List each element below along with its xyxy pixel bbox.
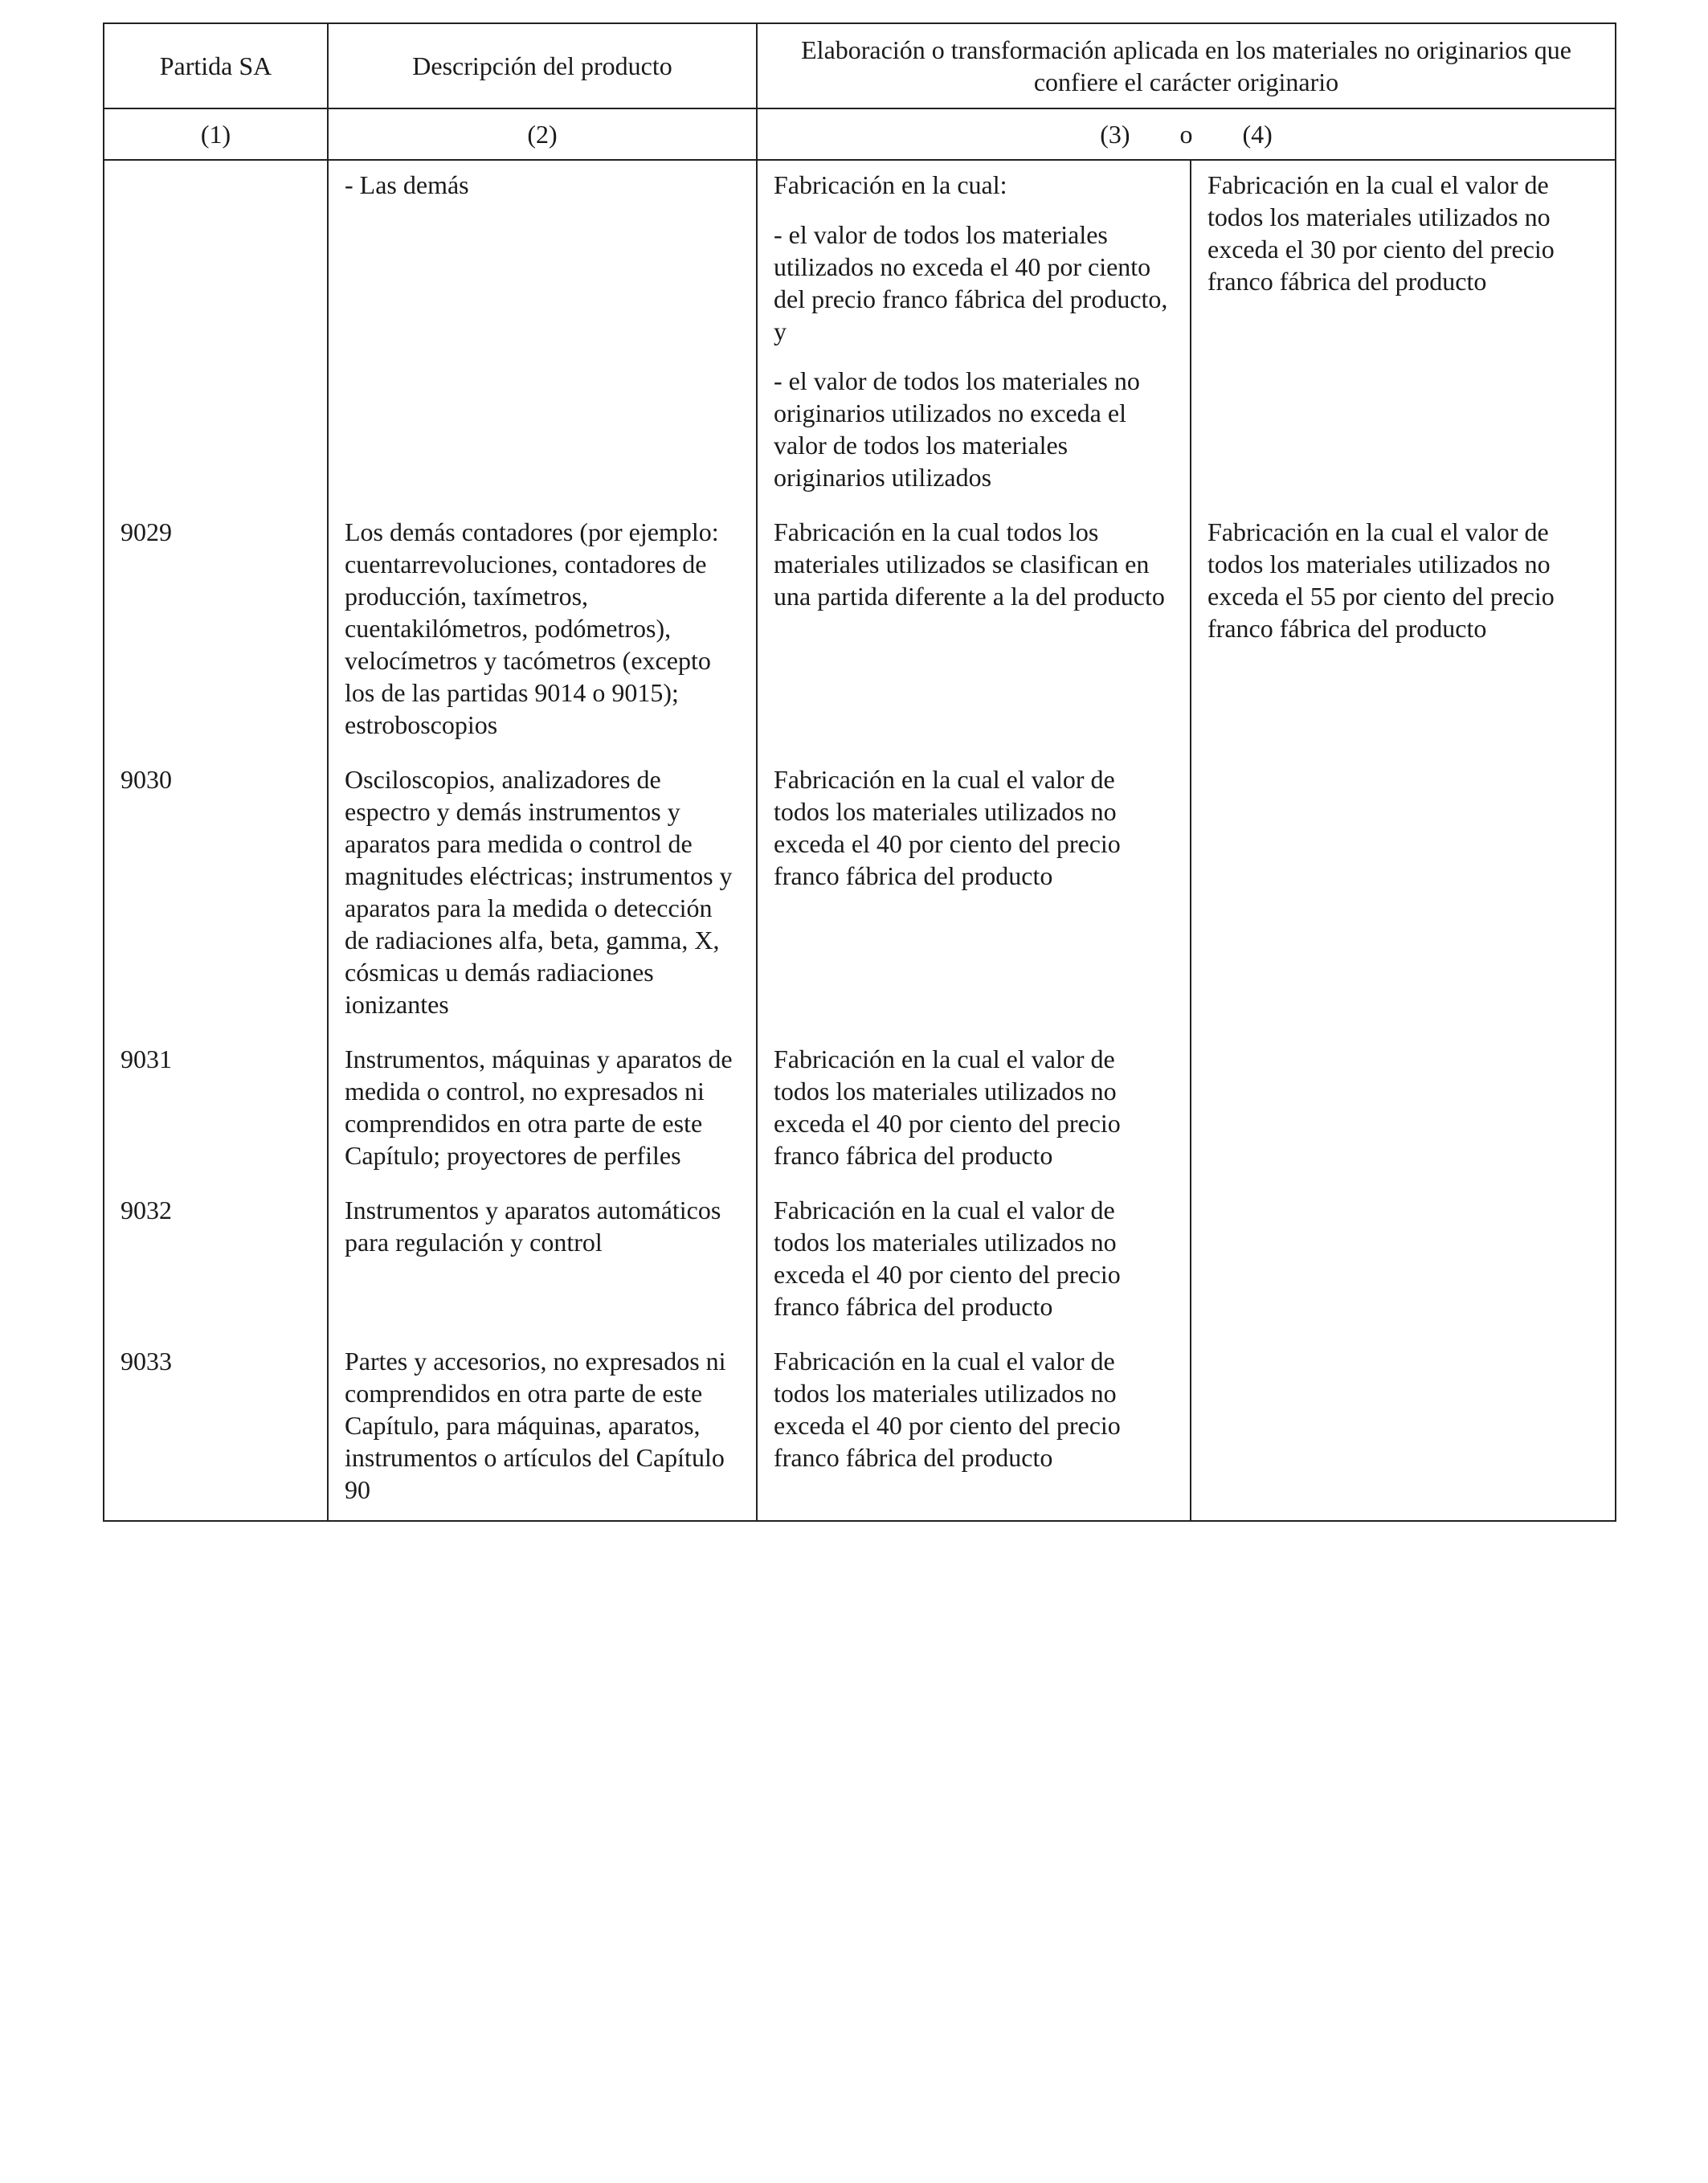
descripcion-cell: Partes y accesorios, no expresados ni comprendidos en otra parte de este Capítulo, para máquinas, aparatos, instrumentos o artículos del Capítulo 90 xyxy=(328,1337,757,1521)
alternativa-cell xyxy=(1191,1186,1616,1337)
table-row xyxy=(104,160,1616,508)
document-page xyxy=(103,22,1615,1522)
elaboracion-paragraph: Fabricación en la cual el valor de todos los materiales utilizados no exceda el 40 por ciento del precio franco fábrica del producto xyxy=(774,1347,1121,1472)
elaboracion-paragraph: Fabricación en la cual el valor de todos los materiales utilizados no exceda el 40 por ciento del precio franco fábrica del producto xyxy=(774,765,1121,890)
table-row xyxy=(104,755,1616,1035)
partida-cell xyxy=(104,160,328,508)
elaboracion-cell xyxy=(757,1186,1191,1337)
partida-cell: 9029 xyxy=(104,508,328,755)
elaboracion-cell xyxy=(757,755,1191,1035)
descripcion-cell: Osciloscopios, analizadores de espectro y demás instrumentos y aparatos para medida o control de magnitudes eléctricas; instrumentos y aparatos para la medida o detección de radiaciones alfa, beta, gamma, X, cósmicas u demás radiaciones ionizantes xyxy=(328,755,757,1035)
header-elaboracion: Elaboración o transformación aplicada en los materiales no originarios que confiere el carácter originario xyxy=(757,23,1616,108)
alternativa-cell xyxy=(1191,1337,1616,1521)
column-number-3-4 xyxy=(757,108,1616,160)
header-descripcion: Descripción del producto xyxy=(328,23,757,108)
column-number-row xyxy=(104,108,1616,160)
elaboracion-paragraph: Fabricación en la cual: xyxy=(774,170,1007,199)
descripcion-cell: Instrumentos, máquinas y aparatos de medida o control, no expresados ni comprendidos en otra parte de este Capítulo; proyectores de perfiles xyxy=(328,1035,757,1186)
alternativa-cell: Fabricación en la cual el valor de todos los materiales utilizados no exceda el 55 por ciento del precio franco fábrica del producto xyxy=(1191,508,1616,755)
partida-cell: 9031 xyxy=(104,1035,328,1186)
elaboracion-paragraph: Fabricación en la cual el valor de todos los materiales utilizados no exceda el 40 por ciento del precio franco fábrica del producto xyxy=(774,1196,1121,1321)
elaboracion-cell xyxy=(757,1337,1191,1521)
column-number-2: (2) xyxy=(328,108,757,160)
column-number-3: (3) xyxy=(1100,120,1130,149)
elaboracion-paragraph: - el valor de todos los materiales utilizados no exceda el 40 por ciento del precio franco fábrica del producto, y xyxy=(774,220,1168,345)
table-row xyxy=(104,1186,1616,1337)
elaboracion-paragraph: Fabricación en la cual todos los materiales utilizados se clasifican en una partida diferente a la del producto xyxy=(774,517,1165,611)
alternativa-cell xyxy=(1191,755,1616,1035)
table-row xyxy=(104,1035,1616,1186)
elaboracion-cell xyxy=(757,508,1191,755)
descripcion-cell: Instrumentos y aparatos automáticos para regulación y control xyxy=(328,1186,757,1337)
partida-cell: 9030 xyxy=(104,755,328,1035)
column-or-label: o xyxy=(1179,120,1193,149)
column-number-1: (1) xyxy=(104,108,328,160)
header-row xyxy=(104,23,1616,108)
table-row xyxy=(104,1337,1616,1521)
partida-cell: 9032 xyxy=(104,1186,328,1337)
elaboracion-cell xyxy=(757,1035,1191,1186)
elaboracion-paragraph: - el valor de todos los materiales no originarios utilizados no exceda el valor de todos los materiales originarios utilizados xyxy=(774,366,1140,492)
rules-of-origin-table xyxy=(103,22,1616,1522)
elaboracion-paragraph: Fabricación en la cual el valor de todos los materiales utilizados no exceda el 40 por ciento del precio franco fábrica del producto xyxy=(774,1044,1121,1170)
descripcion-cell: - Las demás xyxy=(328,160,757,508)
descripcion-cell: Los demás contadores (por ejemplo: cuentarrevoluciones, contadores de producción, taxímetros, cuentakilómetros, podómetros), velocímetros y tacómetros (excepto los de las partidas 9014 o 9015); estroboscopios xyxy=(328,508,757,755)
partida-cell: 9033 xyxy=(104,1337,328,1521)
alternativa-cell xyxy=(1191,1035,1616,1186)
elaboracion-cell xyxy=(757,160,1191,508)
header-partida: Partida SA xyxy=(104,23,328,108)
alternativa-cell: Fabricación en la cual el valor de todos los materiales utilizados no exceda el 30 por ciento del precio franco fábrica del producto xyxy=(1191,160,1616,508)
table-row xyxy=(104,508,1616,755)
column-number-4: (4) xyxy=(1242,120,1273,149)
